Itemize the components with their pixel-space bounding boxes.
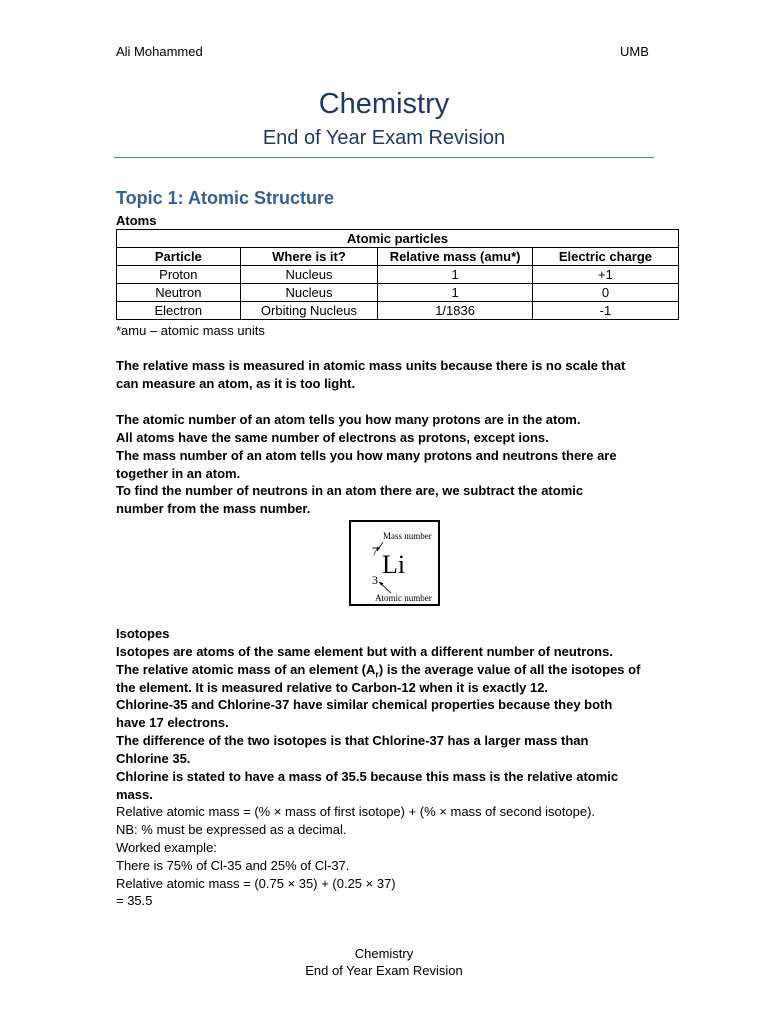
page-title: Chemistry xyxy=(318,88,450,120)
table-cell: 0 xyxy=(532,284,678,302)
paragraph-line: The relative mass is measured in atomic mass units because there is no scale that xyxy=(116,358,626,373)
section-heading-isotopes: Isotopes xyxy=(116,626,170,641)
column-header: Where is it? xyxy=(240,248,378,266)
table-row xyxy=(117,284,679,302)
paragraph-line: Isotopes are atoms of the same element but with a different number of neutrons. xyxy=(116,644,613,659)
section-heading-atoms: Atoms xyxy=(116,213,157,228)
mass-number-label: Mass number xyxy=(383,531,432,541)
table-cell: Orbiting Nucleus xyxy=(240,302,378,320)
table-caption-row xyxy=(117,230,679,248)
element-symbol: Li xyxy=(382,550,406,579)
formula-line: Worked example: xyxy=(116,840,217,855)
table-cell: Electron xyxy=(117,302,241,320)
header-author: Ali Mohammed xyxy=(116,44,203,59)
paragraph-line: Chlorine is stated to have a mass of 35.5 because this mass is the relative atomic xyxy=(116,769,619,784)
header-institution: UMB xyxy=(620,44,649,59)
table-caption: Atomic particles xyxy=(117,230,679,248)
formula-line: Relative atomic mass = (% × mass of first isotope) + (% × mass of second isotope). xyxy=(116,804,596,819)
paragraph-line: All atoms have the same number of electrons as protons, except ions. xyxy=(116,430,549,445)
paragraph-line: together in an atom. xyxy=(116,466,241,481)
formula-line: Relative atomic mass = (0.75 × 35) + (0.25 × 37) xyxy=(116,876,396,891)
table-cell: 1 xyxy=(378,284,533,302)
table-row xyxy=(117,266,679,284)
particles-table xyxy=(116,229,679,320)
table-cell: +1 xyxy=(532,266,678,284)
paragraph-line: mass. xyxy=(116,787,153,802)
table-cell: 1/1836 xyxy=(378,302,533,320)
paragraph-line: the element. It is measured relative to Carbon-12 when it is exactly 12. xyxy=(116,680,549,695)
table-cell: 1 xyxy=(378,266,533,284)
table-cell: Nucleus xyxy=(240,284,378,302)
table-header-row xyxy=(117,248,679,266)
table-cell: -1 xyxy=(532,302,678,320)
atomic-number-value: 3 xyxy=(372,573,378,587)
formula-line: There is 75% of Cl-35 and 25% of Cl-37. xyxy=(116,858,350,873)
paragraph-line: Chlorine-35 and Chlorine-37 have similar chemical properties because they both xyxy=(116,697,613,712)
lithium-notation-figure xyxy=(349,520,440,606)
paragraph-line: number from the mass number. xyxy=(116,501,311,516)
atomic-number-label: Atomic number xyxy=(375,593,432,603)
paragraph-line: The difference of the two isotopes is that Chlorine-37 has a larger mass than xyxy=(116,733,589,748)
footer-title: Chemistry xyxy=(354,946,414,961)
subscript: r xyxy=(375,669,379,680)
column-header: Electric charge xyxy=(532,248,678,266)
title-divider xyxy=(114,157,654,158)
footer-subtitle: End of Year Exam Revision xyxy=(305,963,463,978)
text-run: The relative atomic mass of an element (A xyxy=(116,662,376,677)
text-run: ) is the average value of all the isotopes of xyxy=(378,662,641,677)
formula-line: NB: % must be expressed as a decimal. xyxy=(116,822,347,837)
table-cell: Proton xyxy=(117,266,241,284)
formula-line: = 35.5 xyxy=(116,893,153,908)
column-header: Particle xyxy=(117,248,241,266)
topic-heading: Topic 1: Atomic Structure xyxy=(116,188,335,208)
mass-number-value: 7 xyxy=(372,544,378,558)
table-cell: Neutron xyxy=(117,284,241,302)
paragraph-line: The mass number of an atom tells you how many protons and neutrons there are xyxy=(116,448,617,463)
paragraph-line: Chlorine 35. xyxy=(116,751,191,766)
table-cell: Nucleus xyxy=(240,266,378,284)
paragraph-line: can measure an atom, as it is too light. xyxy=(116,376,356,391)
paragraph-line: The atomic number of an atom tells you how many protons are in the atom. xyxy=(116,412,581,427)
table-footnote: *amu – atomic mass units xyxy=(116,323,265,338)
table-row xyxy=(117,302,679,320)
paragraph-line: have 17 electrons. xyxy=(116,715,229,730)
paragraph-line: To find the number of neutrons in an atom there are, we subtract the atomic xyxy=(116,483,584,498)
page-subtitle: End of Year Exam Revision xyxy=(262,127,506,149)
column-header: Relative mass (amu*) xyxy=(378,248,533,266)
